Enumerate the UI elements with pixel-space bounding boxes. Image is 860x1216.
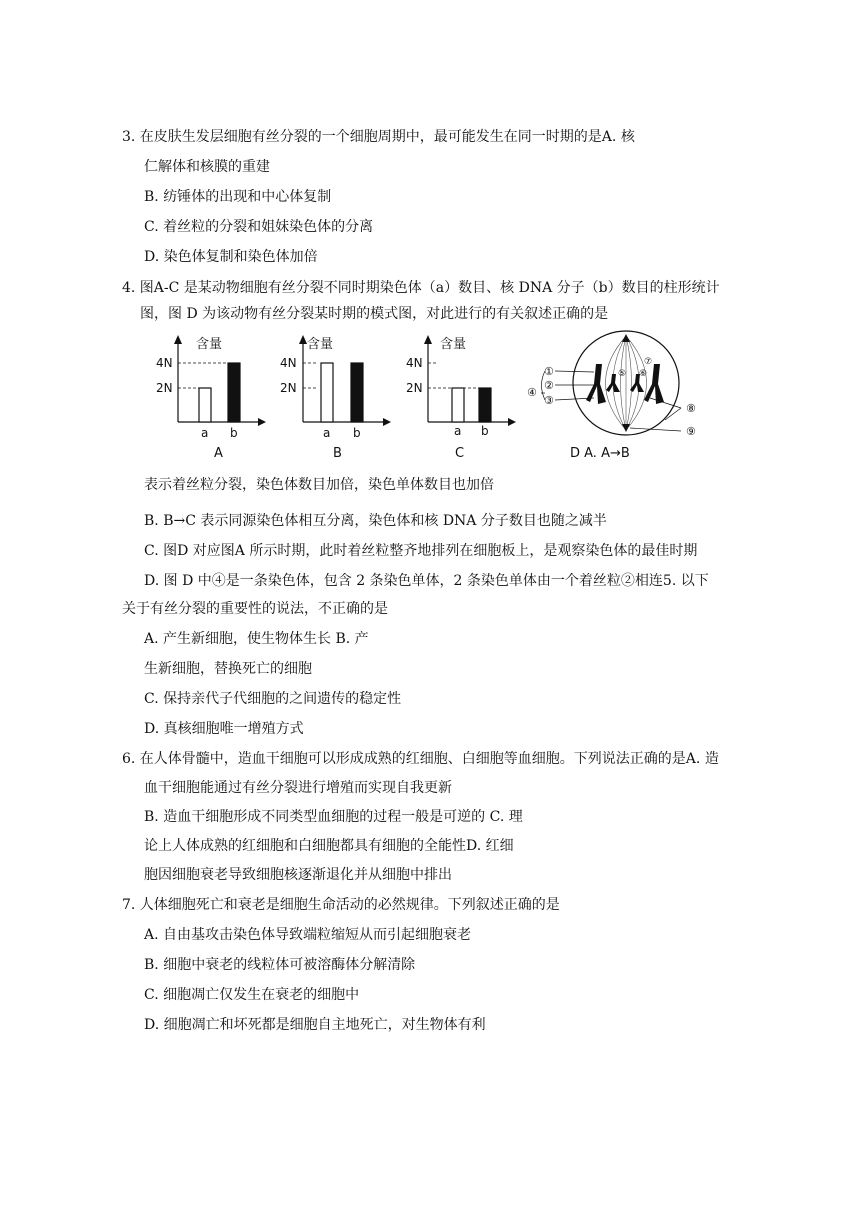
q6-line5: 胞因细胞衰老导致细胞核逐渐退化并从细胞中排出 [144, 867, 452, 883]
q4-option-d: D. 图 D 中④是一条染色体，包含 2 条染色单体，2 条染色单体由一个着丝粒②相连5. 以下 [144, 573, 709, 589]
chart-b-xlabel-a: a [323, 426, 331, 440]
chart-c-bar-a [452, 388, 464, 422]
chart-c-bar-b [479, 388, 491, 422]
chart-c-tick-2n: 2N [406, 381, 423, 395]
chart-b [280, 335, 391, 461]
chart-c [406, 335, 516, 461]
q5-stem: 关于有丝分裂的重要性的说法，不正确的是 [122, 601, 388, 617]
q5-option-c: C. 保持亲代子代细胞的之间遗传的稳定性 [144, 691, 402, 707]
q5-option-a: A. 产生新细胞，使生物体生长 B. 产 [144, 631, 369, 647]
q3-stem-line2: 仁解体和核膜的重建 [144, 159, 270, 175]
q4-option-a-cont: 表示着丝粒分裂，染色体数目加倍，染色单体数目也加倍 [144, 477, 494, 493]
chart-c-ylabel: 含量 [440, 337, 467, 352]
chart-c-tick-4n: 4N [406, 356, 423, 370]
chart-c-xlabel-b: b [481, 424, 489, 438]
q5-option-b-cont: 生新细胞，替换死亡的细胞 [144, 661, 312, 677]
label-5: ⑤ [618, 369, 627, 379]
label-1: ① [544, 365, 554, 378]
label-9: ⑨ [686, 425, 696, 438]
cell-diagram-d [527, 331, 696, 461]
q3-option-d: D. 染色体复制和染色体加倍 [144, 249, 318, 265]
chart-b-xlabel-b: b [353, 426, 361, 440]
chart-b-tick-4n: 4N [280, 356, 297, 370]
chart-a-tick-2n: 2N [156, 381, 173, 395]
q4-option-c: C. 图D 对应图A 所示时期，此时着丝粒整齐地排列在细胞板上，是观察染色体的最佳时期 [144, 543, 698, 559]
chart-b-bar-a [321, 363, 333, 422]
label-7: ⑦ [644, 357, 653, 367]
chart-a-caption: A [214, 446, 223, 461]
label-2: ② [544, 379, 554, 392]
chart-c-caption: C [455, 446, 465, 461]
q4-figure [0, 328, 860, 468]
q3-stem-line1: 3. 在皮肤生发层细胞有丝分裂的一个细胞周期中，最可能发生在同一时期的是A. 核 [122, 129, 635, 145]
chart-b-bar-b [351, 363, 363, 422]
chart-b-caption: B [333, 446, 342, 461]
q4-option-b: B. B→C 表示同源染色体相互分离，染色体和核 DNA 分子数目也随之减半 [144, 513, 607, 529]
q6-line2: 血干细胞能通过有丝分裂进行增殖而实现自我更新 [144, 780, 452, 796]
centrosome-bottom [622, 424, 630, 432]
chart-d-caption: D A. A→B [570, 446, 630, 461]
q7-stem: 7. 人体细胞死亡和衰老是细胞生命活动的必然规律。下列叙述正确的是 [122, 897, 560, 913]
q7-option-b: B. 细胞中衰老的线粒体可被溶酶体分解清除 [144, 957, 416, 973]
chart-a-ylabel: 含量 [196, 337, 223, 352]
chart-a [156, 335, 266, 461]
q4-stem-line1: 4. 图A-C 是某动物细胞有丝分裂不同时期染色体（a）数目、核 DNA 分子（b）数目的柱形统计 [122, 280, 720, 296]
chart-a-bar-b [228, 363, 240, 422]
q6-line4: 论上人体成熟的红细胞和白细胞都具有细胞的全能性D. 红细 [144, 838, 514, 854]
label-6: ⑥ [639, 369, 648, 379]
label-4: ④ [527, 386, 537, 399]
q3-option-c: C. 着丝粒的分裂和姐妹染色体的分离 [144, 219, 374, 235]
label-8: ⑧ [686, 402, 696, 415]
q6-line3: B. 造血干细胞形成不同类型血细胞的过程一般是可逆的 C. 理 [144, 809, 523, 825]
chart-c-xlabel-a: a [454, 424, 462, 438]
centrosome-top [622, 334, 630, 342]
chart-b-ylabel: 含量 [307, 337, 334, 352]
q5-option-d: D. 真核细胞唯一增殖方式 [144, 721, 304, 737]
q3-option-b: B. 纺锤体的出现和中心体复制 [144, 189, 332, 205]
label-3: ③ [544, 394, 554, 407]
chart-b-tick-2n: 2N [280, 381, 297, 395]
chart-a-xlabel-a: a [201, 426, 209, 440]
q7-option-c: C. 细胞凋亡仅发生在衰老的细胞中 [144, 987, 360, 1003]
q6-stem-line1: 6. 在人体骨髓中，造血干细胞可以形成成熟的红细胞、白细胞等血细胞。下列说法正确的是A. 造 [122, 751, 719, 767]
chart-a-xlabel-b: b [230, 426, 238, 440]
q4-stem-line2: 图，图 D 为该动物有丝分裂某时期的模式图，对此进行的有关叙述正确的是 [140, 306, 609, 322]
chart-a-bar-a [199, 388, 211, 422]
chart-a-tick-4n: 4N [156, 356, 173, 370]
q7-option-d: D. 细胞凋亡和坏死都是细胞自主地死亡，对生物体有利 [144, 1017, 486, 1033]
q7-option-a: A. 自由基攻击染色体导致端粒缩短从而引起细胞衰老 [144, 927, 472, 943]
